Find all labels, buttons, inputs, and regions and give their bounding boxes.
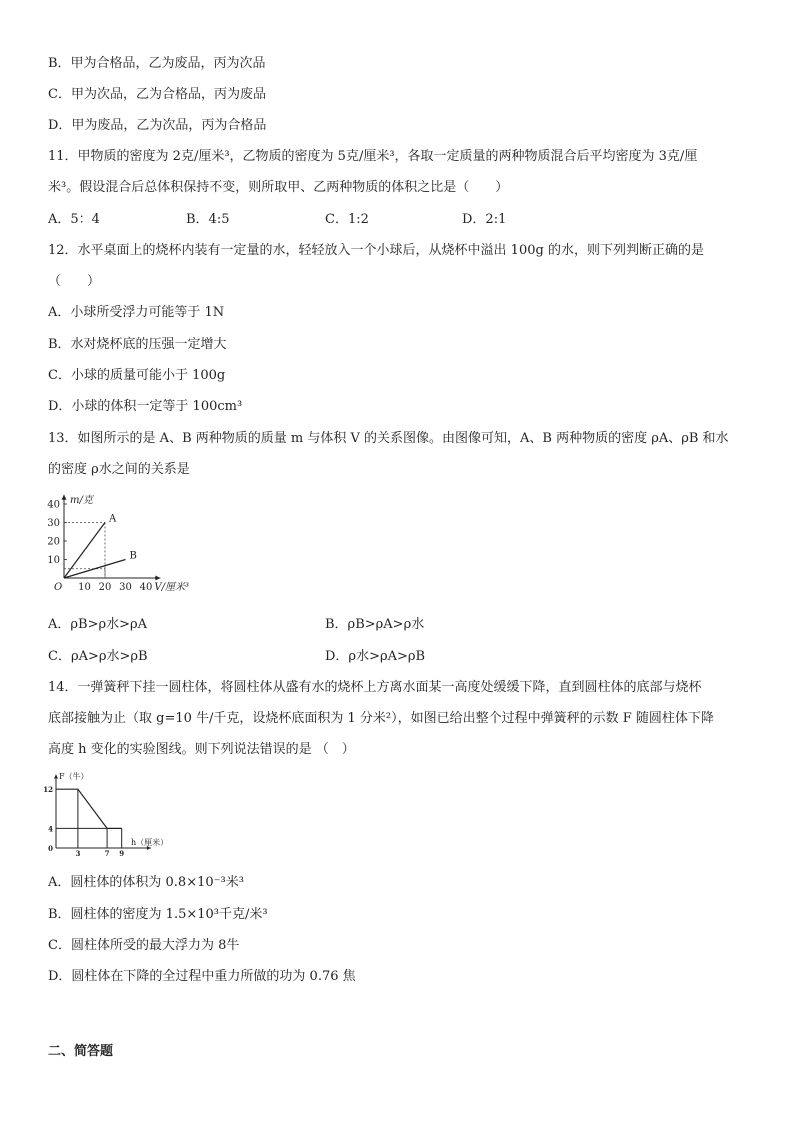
q13-stem-line1: 13．如图所示的是 A、B 两种物质的质量 m 与体积 V 的关系图像。由图像可知，A、B 两种物质的密度 ρA、ρB 和水 [48, 431, 729, 446]
fh-x-tick-label: 9 [119, 849, 125, 858]
fh-x-axis-label: h（厘米） [131, 838, 169, 847]
q12-option-a: A．小球所受浮力可能等于 1N [48, 305, 225, 320]
fh-x-tick-label: 7 [104, 849, 110, 858]
fh-y-arrow [54, 775, 58, 779]
force-height-chart [40, 770, 180, 862]
fh-y-tick-label: 4 [48, 824, 53, 834]
q10-option-b: B．甲为合格品，乙为废品，丙为次品 [48, 56, 266, 71]
fh-series-line [56, 789, 122, 828]
q12-stem-line1: 12．水平桌面上的烧杯内装有一定量的水，轻轻放入一个小球后，从烧杯中溢出 100g 的水，则下列判断正确的是 [48, 243, 704, 258]
q13-option-d: D．ρ水>ρA>ρB [325, 649, 426, 664]
q11-option-b: B．4:5 [186, 212, 230, 227]
mv-origin-label: O [54, 582, 63, 593]
q11-option-d: D．2:1 [462, 212, 507, 227]
fh-y-tick-label: 0 [48, 844, 53, 853]
q11-stem-line1: 11．甲物质的密度为 2克/厘米³，乙物质的密度为 5克/厘米³，各取一定质量的两种物质混合后平均密度为 3克/厘 [48, 149, 698, 164]
q12-option-c: C．小球的质量可能小于 100g [48, 368, 226, 383]
q14-option-b: B．圆柱体的密度为 1.5×10³千克/米³ [48, 907, 268, 922]
mass-volume-chart [40, 492, 220, 604]
mv-y-tick-label: 40 [47, 499, 60, 511]
q12-stem-line2: （ ） [48, 274, 101, 289]
mv-y-tick-label: 20 [47, 536, 60, 548]
mv-y-tick-label: 30 [47, 518, 60, 529]
mv-series [64, 514, 137, 579]
mv-y-axis-label: m/克 [70, 495, 93, 506]
section-title: 二、简答题 [48, 1044, 114, 1059]
q14-option-d: D．圆柱体在下降的全过程中重力所做的功为 0.76 焦 [48, 969, 356, 984]
q13-option-b: B．ρB>ρA>ρ水 [325, 617, 425, 632]
mv-x-tick-label: 40 [139, 582, 153, 593]
q10-option-c: C．甲为次品，乙为合格品，丙为废品 [48, 87, 266, 102]
mv-y-arrow [62, 495, 67, 500]
q11-option-c: C．1:2 [325, 212, 369, 227]
q13-option-a: A．ρB>ρ水>ρA [48, 617, 148, 632]
mv-series-line-A [64, 523, 105, 579]
mv-ticks [47, 500, 152, 594]
q12-option-d: D．小球的体积一定等于 100cm³ [48, 399, 243, 414]
q14-option-c: C．圆柱体所受的最大浮力为 8牛 [48, 938, 240, 953]
mv-x-tick-label: 30 [119, 582, 132, 593]
fh-series [56, 789, 122, 848]
q14-stem-line1: 14．一弹簧秤下挂一圆柱体，将圆柱体从盛有水的烧杯上方离水面某一高度处缓缓下降，直到圆柱体的底部与烧杯 [48, 680, 702, 695]
q11-stem-line2: 米³。假设混合后总体积保持不变，则所取甲、乙两种物质的体积之比是（ ） [48, 180, 509, 195]
q10-option-d: D．甲为废品，乙为次品，丙为合格品 [48, 118, 267, 133]
q12-option-b: B．水对烧杯底的压强一定增大 [48, 337, 227, 352]
mv-y-tick-label: 10 [47, 555, 60, 566]
mv-series-label-B: B [129, 550, 137, 562]
q13-option-c: C．ρA>ρ水>ρB [48, 649, 148, 664]
mv-x-tick-label: 20 [98, 582, 112, 593]
mv-axes [62, 495, 161, 581]
mv-x-axis-label: V/厘米³ [154, 582, 190, 593]
q11-option-a: A．5：4 [48, 212, 100, 227]
fh-x-tick-label: 3 [75, 849, 81, 858]
q14-option-a: A．圆柱体的体积为 0.8×10⁻³米³ [48, 875, 244, 890]
fh-y-tick-label: 12 [43, 785, 53, 795]
q14-stem-line3: 高度 h 变化的实验图线。则下列说法错误的是 （ ） [48, 742, 355, 757]
q13-stem-line2: 的密度 ρ水之间的关系是 [48, 462, 190, 477]
mv-x-tick-label: 10 [78, 582, 91, 593]
fh-y-axis-label: F（牛） [59, 772, 89, 781]
mv-x-arrow [155, 576, 160, 581]
mv-series-label-A: A [109, 513, 117, 525]
q14-stem-line2: 底部接触为止（取 g=10 牛/千克，设烧杯底面积为 1 分米²），如图已给出整个过程中弹簧秤的示数 F 随圆柱体下降 [48, 711, 714, 726]
